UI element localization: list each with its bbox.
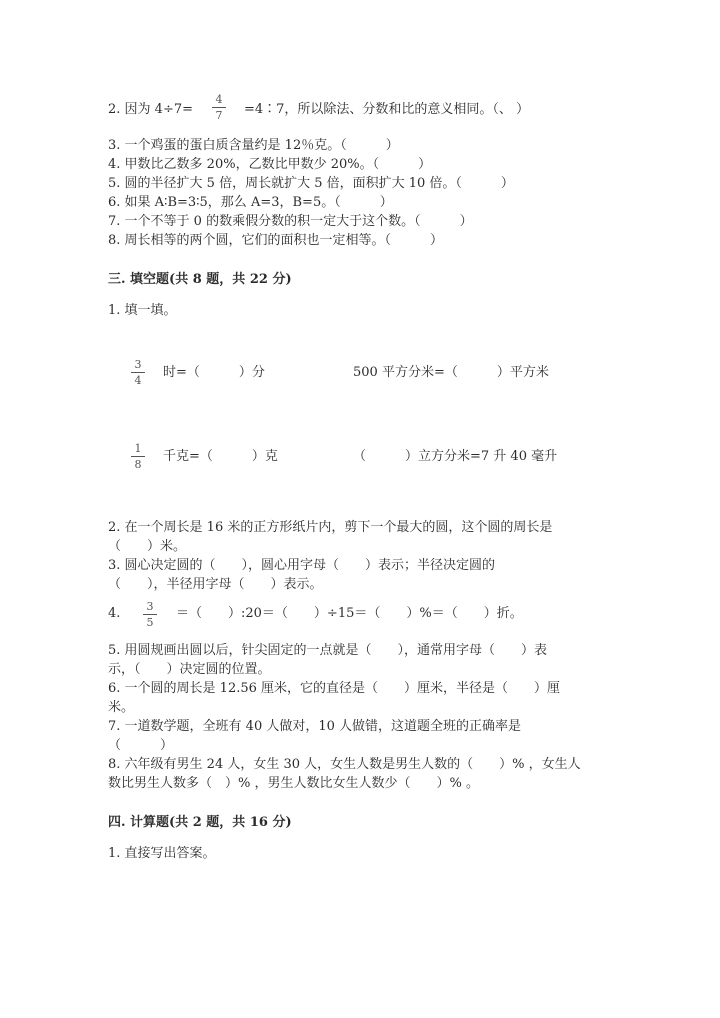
s3-q4-label: 4. [108,606,121,621]
s4-q1-label: 1. 直接写出答案。 [108,846,216,861]
s3-q1-label: 1. 填一填。 [108,303,177,318]
s3-q3-line1: 3. 圆心决定圆的（ ），圆心用字母（ ）表示；半径决定圆的 [108,558,496,573]
s3-row1-fraction [131,358,145,387]
fraction-bar [131,456,145,457]
judge-q7: 7. 一个不等于 0 的数乘假分数的积一定大于这个数。（ ） [108,214,473,229]
s3-q4-rest: ＝（ ）:20＝（ ）÷15＝（ ）%＝（ ）折。 [176,606,523,621]
s3-q2-line1: 2. 在一个周长是 16 米的正方形纸片内，剪下一个最大的圆，这个圆的周长是 [108,520,553,535]
fraction-bar [212,107,226,108]
s3-row1-left: 时=（ ）分 [163,365,265,380]
fraction-denominator: 8 [134,458,142,471]
s3-q5-line2: 示，（ ）决定圆的位置。 [108,662,271,677]
fraction-denominator: 4 [134,374,142,387]
fraction-bar [131,372,145,373]
judge-q5: 5. 圆的半径扩大 5 倍，周长就扩大 5 倍，面积扩大 10 倍。（ ） [108,176,514,191]
judge-q4: 4. 甲数比乙数多 20%，乙数比甲数少 20%。（ ） [108,157,432,172]
s3-q6-line2: 米。 [108,700,135,715]
s3-q8-line2: 数比男生人数多（ ）% ，男生人数比女生人数少（ ）% 。 [108,776,479,791]
judge-q2 [108,101,193,119]
s3-q2-line2: （ ）米。 [108,539,187,554]
s3-q3-line2: （ ），半径用字母（ ）表示。 [108,577,323,592]
s3-q7-line2: （ ） [108,738,174,753]
judge-q2-pre: 2. 因为 4÷7= [108,102,193,117]
s3-q8-line1: 8. 六年级有男生 24 人，女生 30 人，女生人数是男生人数的（ ）% ，女生人 [108,757,581,772]
fraction-denominator: 5 [146,616,154,629]
s3-row2-right: （ ）立方分米=7 升 40 毫升 [353,449,558,464]
s3-q7-line1: 7. 一道数学题，全班有 40 人做对，10 人做错，这道题全班的正确率是 [108,719,522,734]
fraction-numerator: 1 [134,442,142,455]
s3-row2-left: 千克=（ ）克 [163,449,278,464]
s3-row1-right: 500 平方分米=（ ）平方米 [353,365,549,380]
judge-q2-post: =4∶7，所以除法、分数和比的意义相同。（、 ） [244,102,530,117]
s3-row2-fraction [131,442,145,471]
fraction-numerator: 4 [215,93,223,106]
section-4-title: 四. 计算题(共 2 题，共 16 分) [108,815,292,830]
judge-q3: 3. 一个鸡蛋的蛋白质含量约是 12％克。（ ） [108,138,399,153]
s3-q5-line1: 5. 用圆规画出圆以后，针尖固定的一点就是（ ），通常用字母（ ）表 [108,643,548,658]
judge-q8: 8. 周长相等的两个圆，它们的面积也一定相等。（ ） [108,233,444,248]
fraction-bar [143,614,157,615]
s3-q6-line1: 6. 一个圆的周长是 12.56 厘米，它的直径是（ ）厘米，半径是（ ）厘 [108,681,561,696]
fraction-numerator: 3 [146,600,154,613]
s3-q4-fraction [143,600,157,629]
judge-q2-fraction [212,93,226,122]
section-3-title: 三. 填空题(共 8 题，共 22 分) [108,272,292,287]
judge-q6: 6. 如果 A∶B=3∶5，那么 A=3，B=5。（ ） [108,195,393,210]
fraction-denominator: 7 [215,109,223,122]
fraction-numerator: 3 [134,358,142,371]
